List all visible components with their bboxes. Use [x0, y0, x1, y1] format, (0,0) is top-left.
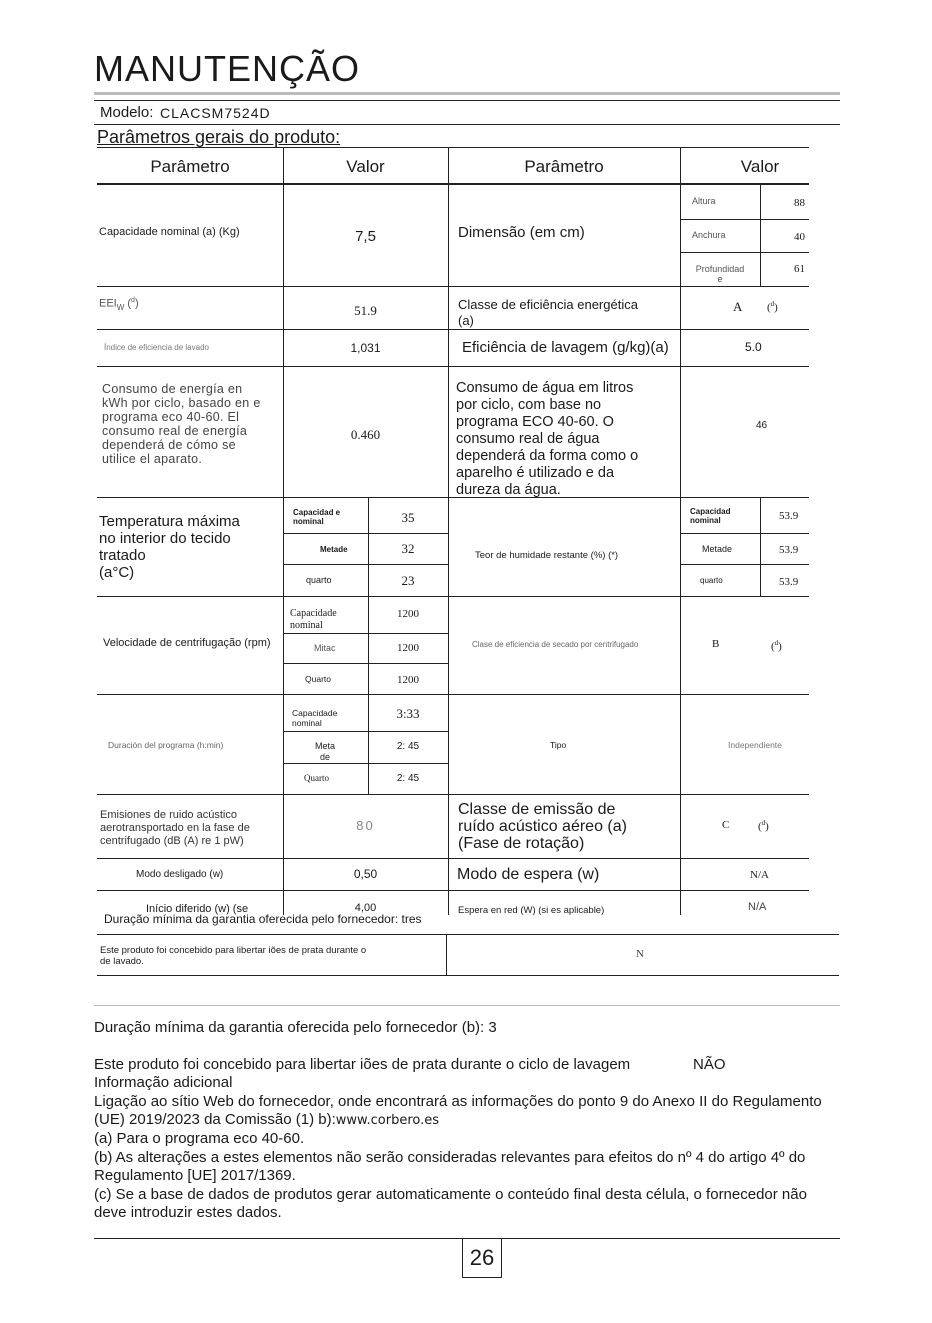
program-duration-label: Duración del programa (h:min) — [108, 740, 224, 750]
eeiw-label: $EEI_W$ ($^d$) — [99, 297, 139, 312]
duration-half-value: 2: 45 — [396, 741, 420, 752]
networked-standby-label: Espera en red (W) (si es aplicable) — [458, 905, 605, 916]
spin-dry-class-value: B — [712, 638, 720, 650]
noise-class-value: C — [722, 819, 730, 831]
note-b-line2: Regulamento [UE] 2017/1369. — [94, 1167, 296, 1184]
noise-class-note: ($^d$) — [758, 819, 769, 833]
silver-ions-statement: Este produto foi concebido para libertar iões de prata durante o ciclo de lavagem — [94, 1056, 631, 1073]
additional-info-title: Informação adicional — [94, 1074, 233, 1091]
overlap-warranty-text: Duração mínima da garantia oferecida pelo fornecedor: tres — [104, 912, 422, 926]
note-a: (a) Para o programa eco 40-60. — [94, 1130, 305, 1147]
warranty-text: Duração mínima da garantia oferecida pelo fornecedor (b): 3 — [94, 1019, 497, 1036]
page-number: 26 — [462, 1238, 502, 1278]
note-c-line2: deve introduzir estes dados. — [94, 1204, 282, 1221]
supplier-link-line2 — [94, 1111, 439, 1131]
energy-consumption-value: 0.460 — [350, 427, 381, 442]
dim-height-label: Altura — [692, 196, 716, 206]
supplier-website-link[interactable]: www.corbero.es — [335, 1113, 440, 1128]
water-consumption-label: Consumo de água em litros por ciclo, com base no programa ECO 40-60. O consumo real de água dependerá da forma como o aparelho é utilizado e da dureza da água. — [456, 380, 639, 498]
rated-capacity-value: 7,5 — [355, 228, 376, 245]
max-temperature-label: Temperatura máxima no interior do tecido tratado (a°C) — [99, 513, 240, 581]
washing-efficiency-index-label: Índice de eficiencia de lavado — [104, 343, 209, 352]
dimension-label: Dimensão (em cm) — [458, 224, 585, 241]
moisture-quarter-value: 53.9 — [779, 576, 799, 588]
duration-quarter-value: 2: 45 — [396, 773, 420, 784]
spin-rated-label: Capacidade nominal — [290, 608, 337, 631]
temp-quarter-value: 23 — [401, 573, 415, 588]
page-title: MANUTENÇÃO — [94, 48, 361, 89]
spin-quarter-label: Quarto — [305, 674, 331, 684]
spin-rated-value: 1200 — [397, 608, 419, 620]
moisture-rated-label: Capacidad nominal — [690, 507, 731, 525]
section-title: Parâmetros gerais do produto: — [97, 127, 341, 147]
silver-ions-answer: NÃO — [693, 1056, 726, 1073]
dim-width-label: Anchura — [692, 230, 726, 240]
delay-start-value: 4,00 — [354, 902, 377, 914]
noise-class-label: Classe de emissão de ruído acústico aéreo (a) (Fase de rotação) — [458, 801, 627, 852]
noise-emission-label: Emisiones de ruido acústico aerotransportado en la fase de centrifugado (dB (A) re 1 pW) — [100, 809, 250, 847]
spin-half-value: 1200 — [397, 642, 419, 654]
rated-capacity-label: Capacidade nominal (a) (Kg) — [99, 226, 240, 238]
silver-ions-value: N — [636, 948, 644, 960]
spin-dry-class-label: Clase de eficiencia de secado por centrifugado — [472, 640, 639, 649]
model-label: Modelo: — [100, 104, 154, 121]
standby-mode-label: Modo de espera (w) — [457, 866, 600, 883]
dim-width-value: 40 — [794, 231, 805, 243]
spin-dry-class-note: ($^d$) — [771, 639, 782, 653]
note-b-line1: (b) As alterações a estes elementos não serão consideradas relevantes para efeitos do nº 4 do artigo 4º do — [94, 1149, 806, 1166]
washing-efficiency-index-value: 1,031 — [350, 341, 381, 355]
moisture-half-value: 53.9 — [779, 544, 799, 556]
supplier-link-prefix: (UE) 2019/2023 da Comissão (1) b): — [94, 1111, 336, 1128]
standby-mode-value: N/A — [750, 869, 769, 881]
type-value: Independiente — [728, 740, 782, 750]
energy-consumption-label: Consumo de energía en kWh por ciclo, basado en e programa eco 40-60. El consumo real de energía dependerá de cómo se utilice el aparato. — [102, 382, 261, 466]
energy-class-note: ($^d$) — [767, 300, 778, 314]
title-rule — [94, 92, 840, 95]
energy-class-label: Classe de eficiência energética (a) — [458, 297, 638, 328]
header-value-right: Valor — [740, 157, 780, 176]
separator-rule — [94, 1005, 840, 1006]
eeiw-value: 51.9 — [354, 303, 377, 318]
type-label: Tipo — [550, 740, 567, 750]
water-consumption-value: 46 — [756, 420, 768, 431]
model-value: CLACSM7524D — [160, 105, 271, 121]
dim-depth-label: Profundidad e — [695, 264, 745, 284]
washing-efficiency-label: Eficiência de lavagem (g/kg)(a) — [462, 339, 669, 356]
spin-half-label: Mitac — [314, 643, 336, 653]
off-mode-value: 0,50 — [353, 867, 378, 881]
dim-depth-value: 61 — [794, 263, 805, 275]
header-param-left: Parâmetro — [150, 157, 230, 176]
delay-start-label: Início diferido (w) (se — [146, 903, 249, 915]
washing-efficiency-value: 5.0 — [745, 340, 762, 354]
note-c-line1: (c) Se a base de dados de produtos gerar automaticamente o conteúdo final desta célula, o fornecedor não — [94, 1186, 807, 1203]
moisture-half-label: Metade — [702, 544, 733, 554]
temp-half-value: 32 — [401, 541, 415, 556]
residual-moisture-label: Teor de humidade restante (%) (*) — [475, 550, 619, 561]
temp-half-label: Metade — [320, 545, 348, 554]
model-top-rule — [94, 100, 840, 101]
noise-emission-value: 80 — [356, 818, 375, 833]
moisture-quarter-label: quarto — [700, 576, 723, 585]
moisture-rated-value: 53.9 — [779, 510, 799, 522]
temp-rated-value: 35 — [401, 510, 415, 525]
header-param-right: Parâmetro — [524, 157, 604, 176]
model-bottom-rule — [94, 124, 840, 125]
duration-half-label: Meta de — [314, 741, 335, 762]
dim-height-value: 88 — [794, 197, 805, 209]
header-value-left: Valor — [346, 157, 385, 176]
duration-rated-value: 3:33 — [396, 706, 420, 721]
energy-class-value: A — [733, 299, 743, 314]
temp-rated-label: Capacidad e nominal — [293, 508, 341, 526]
supplier-link-line1: Ligação ao sítio Web do fornecedor, onde encontrará as informações do ponto 9 do Anexo II do Regulamento — [94, 1093, 822, 1110]
silver-ions-label: Este produto foi concebido para libertar iões de prata durante o de lavado. — [100, 945, 367, 967]
off-mode-label: Modo desligado (w) — [136, 869, 224, 880]
duration-rated-label: Capacidade nominal — [292, 708, 338, 728]
spin-speed-label: Velocidade de centrifugação (rpm) — [103, 637, 271, 649]
spin-quarter-value: 1200 — [397, 674, 419, 686]
temp-quarter-label: quarto — [306, 575, 332, 585]
duration-quarter-label: Quarto — [304, 773, 329, 783]
networked-standby-value: N/A — [748, 901, 767, 913]
